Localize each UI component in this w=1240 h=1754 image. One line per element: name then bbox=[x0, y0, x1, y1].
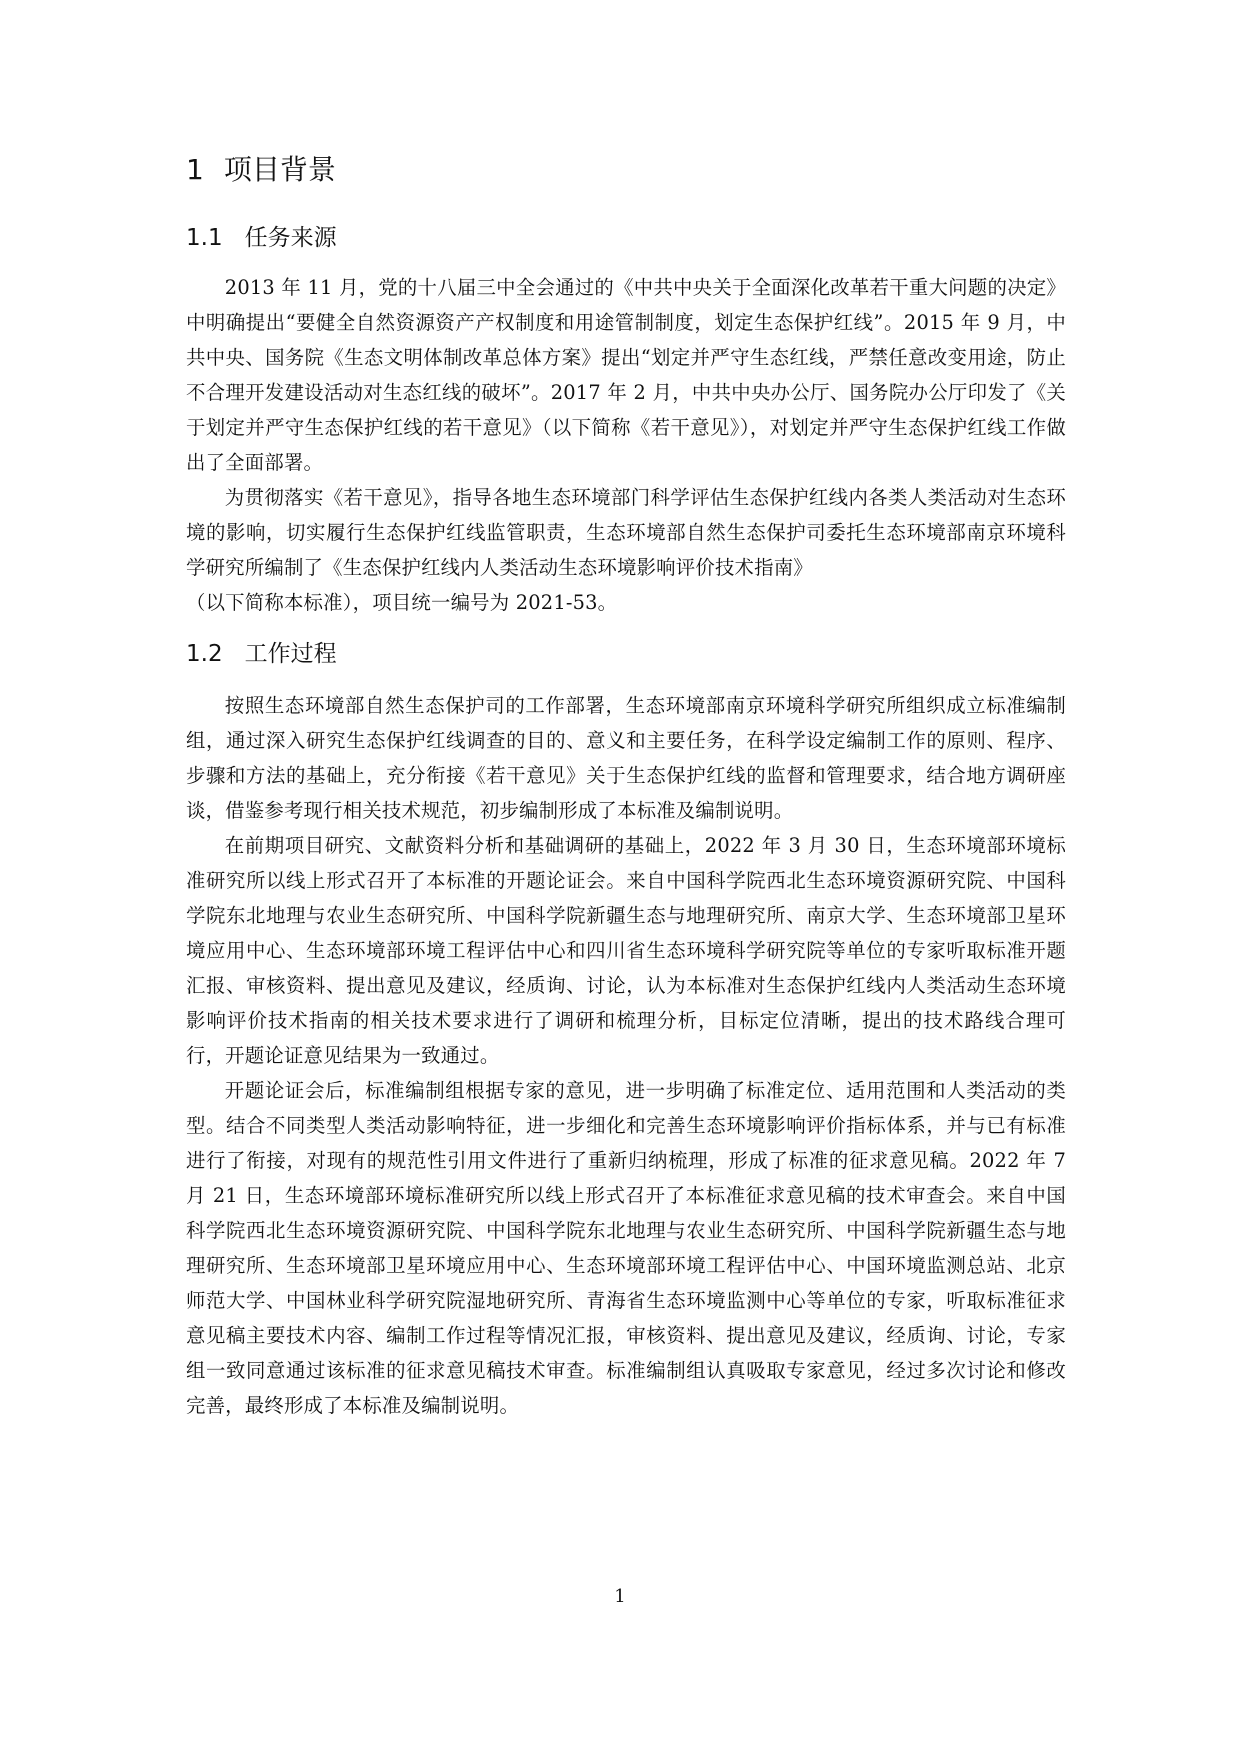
heading-1-2 bbox=[186, 636, 1066, 672]
heading-1-title: 项目背景 bbox=[223, 153, 336, 186]
heading-1-1-title: 任务来源 bbox=[244, 225, 337, 251]
document-body bbox=[186, 150, 1066, 1423]
heading-1-1-number: 1.1 bbox=[186, 225, 223, 251]
paragraph: 2013 年 11 月，党的十八届三中全会通过的《中共中央关于全面深化改革若干重大问题的决定》中明确提出“要健全自然资源资产产权制度和用途管制制度，划定生态保护红线”。2015 年 9 月，中共中央、国务院《生态文明体制改革总体方案》提出“划定并严守生态红线，严禁任意改变用途，防止不合理开发建设活动对生态红线的破坏”。2017 年 2 月，中共中央办公厅、国务院办公厅印发了《关于划定并严守生态保护红线的若干意见》（以下简称《若干意见》），对划定并严守生态保护红线工作做出了全面部署。 bbox=[186, 276, 1066, 474]
heading-1-1 bbox=[186, 220, 1066, 256]
page-number: 1 bbox=[614, 1586, 626, 1607]
paragraph: 按照生态环境部自然生态保护司的工作部署，生态环境部南京环境科学研究所组织成立标准编制组，通过深入研究生态保护红线调查的目的、意义和主要任务，在科学设定编制工作的原则、程序、步骤和方法的基础上，充分衔接《若干意见》关于生态保护红线的监督和管理要求，结合地方调研座谈，借鉴参考现行相关技术规范，初步编制形成了本标准及编制说明。 bbox=[186, 694, 1066, 822]
heading-1-number: 1 bbox=[186, 153, 204, 186]
paragraph: 开题论证会后，标准编制组根据专家的意见，进一步明确了标准定位、适用范围和人类活动的类型。结合不同类型人类活动影响特征，进一步细化和完善生态环境影响评价指标体系，并与已有标准进行了衔接，对现有的规范性引用文件进行了重新归纳梳理，形成了标准的征求意见稿。2022 年 7 月 21 日，生态环境部环境标准研究所以线上形式召开了本标准征求意见稿的技术审查会。来自中国科学院西北生态环境资源研究院、中国科学院东北地理与农业生态研究所、中国科学院新疆生态与地理研究所、生态环境部卫星环境应用中心、生态环境部环境工程评估中心、中国环境监测总站、北京师范大学、中国林业科学研究院湿地研究所、青海省生态环境监测中心等单位的专家，听取标准征求意见稿主要技术内容、编制工作过程等情况汇报，审核资料、提出意见及建议，经质询、讨论，专家组一致同意通过该标准的征求意见稿技术审查。标准编制组认真吸取专家意见，经过多次讨论和修改完善，最终形成了本标准及编制说明。 bbox=[186, 1079, 1066, 1417]
paragraph: 为贯彻落实《若干意见》，指导各地生态环境部门科学评估生态保护红线内各类人类活动对生态环境的影响，切实履行生态保护红线监管职责，生态环境部自然生态保护司委托生态环境部南京环境科学研究所编制了《生态保护红线内人类活动生态环境影响评价技术指南》 bbox=[186, 486, 1066, 579]
heading-1 bbox=[186, 150, 1066, 190]
paragraph: （以下简称本标准），项目统一编号为 2021-53。 bbox=[186, 591, 618, 614]
paragraph: 在前期项目研究、文献资料分析和基础调研的基础上，2022 年 3 月 30 日，生态环境部环境标准研究所以线上形式召开了本标准的开题论证会。来自中国科学院西北生态环境资源研究院、中国科学院东北地理与农业生态研究所、中国科学院新疆生态与地理研究所、南京大学、生态环境部卫星环境应用中心、生态环境部环境工程评估中心和四川省生态环境科学研究院等单位的专家听取标准开题汇报、审核资料、提出意见及建议，经质询、讨论，认为本标准对生态保护红线内人类活动生态环境影响评价技术指南的相关技术要求进行了调研和梳理分析，目标定位清晰，提出的技术路线合理可行，开题论证意见结果为一致通过。 bbox=[186, 834, 1066, 1067]
heading-1-2-title: 工作过程 bbox=[244, 641, 337, 667]
heading-1-2-number: 1.2 bbox=[186, 641, 223, 667]
